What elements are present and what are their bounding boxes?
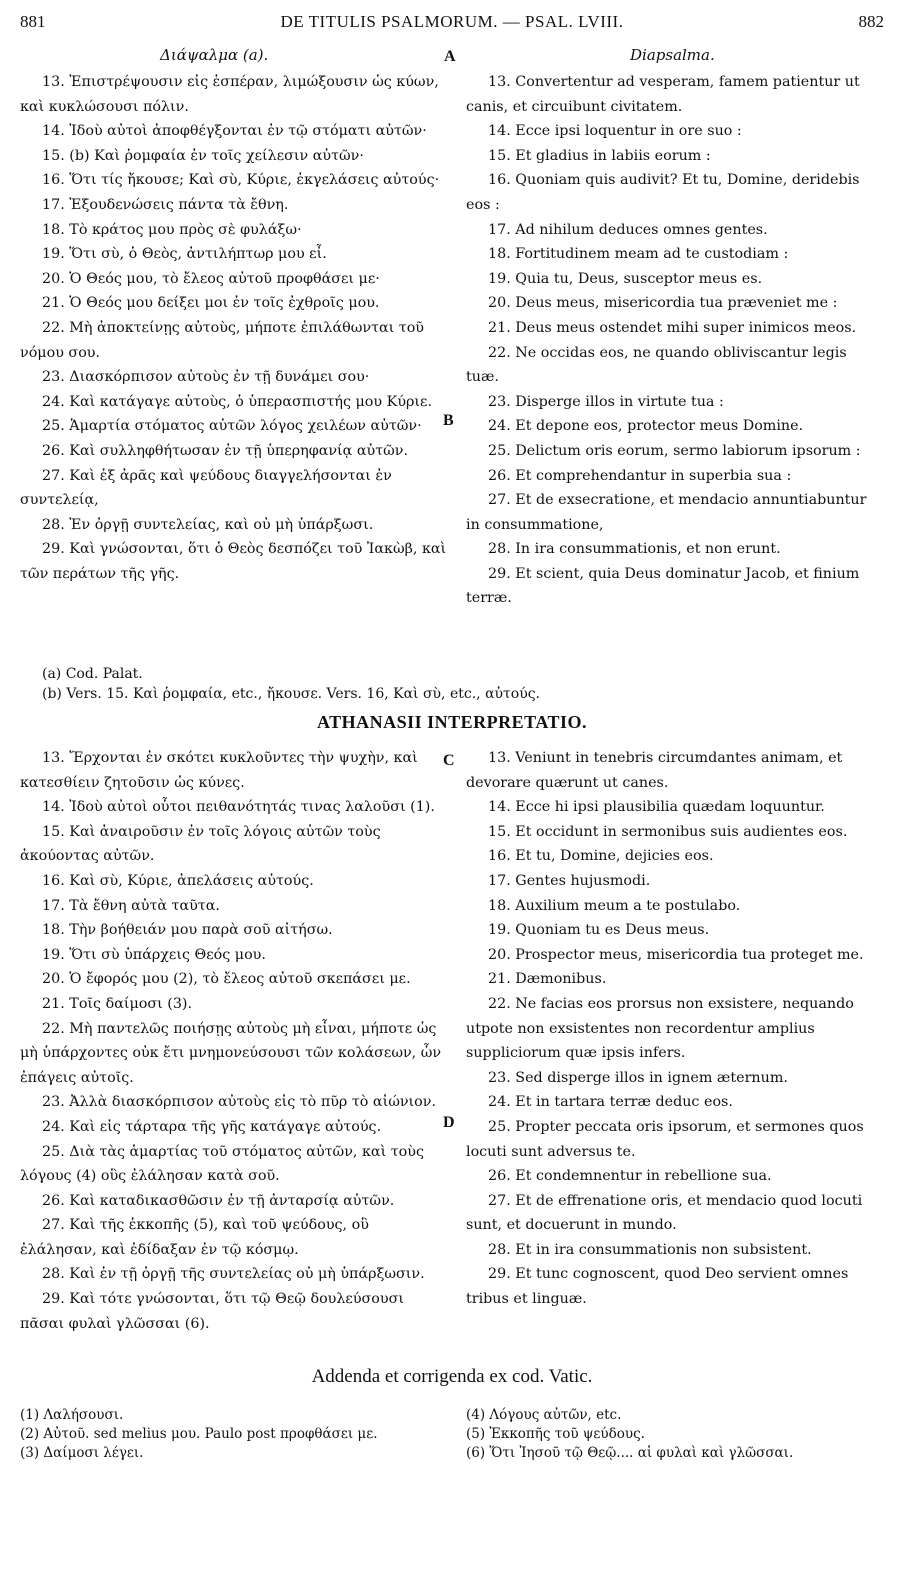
page-number-left: 881 bbox=[20, 12, 46, 31]
latin-verse-15: 15. Et gladius in labiis eorum : bbox=[488, 147, 711, 164]
latin-interp-19: 19. Quoniam tu es Deus meus. bbox=[488, 922, 710, 939]
greek-interp-16: 16. Καὶ σὺ, Κύριε, ἀπελάσεις αὐτούς. bbox=[42, 872, 314, 889]
latin-verse-13: 13. Convertentur ad vesperam, famem patientur ut canis, et circuibunt civitatem. bbox=[466, 74, 860, 115]
greek-interp-28: 28. Καὶ ἐν τῇ ὀργῇ τῆς συντελείας οὐ μὴ ὑπάρξωσιν. bbox=[42, 1266, 425, 1283]
greek-verse-16: 16. Ὅτι τίς ἤκουσε; Καὶ σὺ, Κύριε, ἐκγελάσεις αὐτούς· bbox=[42, 172, 440, 189]
greek-interp-19: 19. Ὅτι σὺ ὑπάρχεις Θεός μου. bbox=[42, 946, 266, 963]
footnote-b: (b) Vers. 15. Καὶ ῥομφαία, etc., ἤκουσε. Vers. 16, Καὶ σὺ, etc., αὐτούς. bbox=[42, 686, 541, 702]
greek-section-head: Διάψαλμα (a). bbox=[160, 46, 269, 64]
greek-verse-24: 24. Καὶ κατάγαγε αὐτοὺς, ὁ ὑπερασπιστής μου Κύριε. bbox=[42, 393, 432, 410]
addenda-left bbox=[20, 1406, 448, 1463]
latin-interp-27: 27. Et de effrenatione oris, et mendacio quod locuti sunt, et docuerunt in mundo. bbox=[466, 1192, 863, 1234]
greek-verse-28: 28. Ἐν ὀργῇ συντελείας, καὶ οὐ μὴ ὑπάρξωσι. bbox=[42, 516, 374, 533]
addenda-heading: Addenda et corrigenda ex cod. Vatic. bbox=[311, 1366, 593, 1387]
latin-interp-16: 16. Et tu, Domine, dejicies eos. bbox=[488, 848, 714, 865]
addenda-note-4: (4) Λόγους αὐτῶν, etc. bbox=[466, 1407, 622, 1423]
greek-interp-23: 23. Ἀλλὰ διασκόρπισον αὐτοὺς εἰς τὸ πῦρ τὸ αἰώνιον. bbox=[42, 1094, 436, 1111]
greek-interp-24: 24. Καὶ εἰς τάρταρα τῆς γῆς κατάγαγε αὐτούς. bbox=[42, 1118, 382, 1135]
latin-verse-27: 27. Et de exsecratione, et mendacio annuntiabuntur in consummatione, bbox=[466, 492, 867, 533]
latin-interp-25: 25. Propter peccata oris ipsorum, et sermones quos locuti sunt adversus te. bbox=[466, 1118, 864, 1160]
greek-verse-19: 19. Ὅτι σὺ, ὁ Θεὸς, ἀντιλήπτωρ μου εἶ. bbox=[42, 246, 327, 263]
latin-interp-29: 29. Et tunc cognoscent, quod Deo servient omnes tribus et linguæ. bbox=[466, 1266, 849, 1308]
greek-interp-21: 21. Τοῖς δαίμοσι (3). bbox=[42, 995, 193, 1012]
latin-verse-18: 18. Fortitudinem meam ad te custodiam : bbox=[488, 246, 789, 263]
latin-verse-24: 24. Et depone eos, protector meus Domine. bbox=[488, 418, 804, 435]
greek-verse-14: 14. Ἰδοὺ αὐτοὶ ἀποφθέγξονται ἐν τῷ στόματι αὐτῶν· bbox=[42, 123, 427, 140]
latin-verse-19: 19. Quia tu, Deus, susceptor meus es. bbox=[488, 270, 763, 287]
running-header bbox=[20, 12, 884, 38]
greek-interp-13: 13. Ἔρχονται ἐν σκότει κυκλοῦντες τὴν ψυχὴν, καὶ κατεσθίειν ζητοῦσιν ὡς κύνες. bbox=[20, 750, 418, 791]
latin-interp-21: 21. Dæmonibus. bbox=[488, 971, 607, 988]
running-title: DE TITULIS PSALMORUM. — PSAL. LVIII. bbox=[280, 12, 624, 31]
latin-interp-14: 14. Ecce hi ipsi plausibilia quædam loquuntur. bbox=[488, 799, 825, 816]
latin-interpretation-column bbox=[466, 746, 884, 1312]
greek-verse-26: 26. Καὶ συλληφθήτωσαν ἐν τῇ ὑπερηφανίᾳ αὐτῶν. bbox=[42, 442, 409, 459]
latin-verse-23: 23. Disperge illos in virtute tua : bbox=[488, 393, 724, 410]
latin-psalm-column bbox=[466, 70, 884, 611]
latin-verse-22: 22. Ne occidas eos, ne quando obliviscantur legis tuæ. bbox=[466, 344, 847, 386]
interpretation-heading: ATHANASII INTERPRETATIO. bbox=[316, 712, 588, 732]
greek-verse-27: 27. Καὶ ἐξ ἀρᾶς καὶ ψεύδους διαγγελήσονται ἐν συντελείᾳ, bbox=[20, 467, 392, 509]
greek-interp-15: 15. Καὶ ἀναιροῦσιν ἐν τοῖς λόγοις αὐτῶν τοὺς ἀκούοντας αὐτῶν. bbox=[20, 823, 381, 865]
latin-section-head: Diapsalma. bbox=[630, 46, 715, 64]
latin-interp-18: 18. Auxilium meum a te postulabo. bbox=[488, 897, 741, 914]
greek-verse-17: 17. Ἐξουδενώσεις πάντα τὰ ἔθνη. bbox=[42, 196, 289, 213]
latin-verse-26: 26. Et comprehendantur in superbia sua : bbox=[488, 467, 792, 484]
latin-interp-13: 13. Veniunt in tenebris circumdantes animam, et devorare quærunt ut canes. bbox=[466, 750, 843, 791]
greek-interp-14: 14. Ἰδοὺ αὐτοὶ οὗτοι πειθανότητάς τινας λαλοῦσι (1). bbox=[42, 799, 435, 816]
greek-verse-23: 23. Διασκόρπισον αὐτοὺς ἐν τῇ δυνάμει σου· bbox=[42, 369, 370, 386]
greek-interp-18: 18. Τὴν βοήθειάν μου παρὰ σοῦ αἰτήσω. bbox=[42, 922, 333, 939]
greek-interpretation-column bbox=[20, 746, 448, 1336]
greek-verse-25: 25. Ἁμαρτία στόματος αὐτῶν λόγος χειλέων αὐτῶν· bbox=[42, 418, 422, 435]
latin-interp-17: 17. Gentes hujusmodi. bbox=[488, 872, 651, 889]
addenda-note-2: (2) Αὐτοῦ. sed melius μου. Paulo post προφθάσει με. bbox=[20, 1426, 378, 1442]
footnotes bbox=[20, 664, 880, 704]
greek-verse-21: 21. Ὁ Θεός μου δείξει μοι ἐν τοῖς ἐχθροῖς μου. bbox=[42, 295, 380, 312]
greek-interp-27: 27. Καὶ τῆς ἐκκοπῆς (5), καὶ τοῦ ψεύδους, οὓ ἐλάλησαν, καὶ ἐδίδαξαν ἐν τῷ κόσμῳ. bbox=[20, 1217, 369, 1258]
addenda-note-5: (5) Ἐκκοπῆς τοῦ ψεύδους. bbox=[466, 1426, 645, 1442]
latin-verse-29: 29. Et scient, quia Deus dominatur Jacob, et finium terræ. bbox=[466, 565, 860, 607]
latin-verse-21: 21. Deus meus ostendet mihi super inimicos meos. bbox=[488, 319, 857, 336]
greek-verse-22: 22. Μὴ ἀποκτείνῃς αὐτοὺς, μήποτε ἐπιλάθωνται τοῦ νόμου σου. bbox=[20, 319, 424, 361]
latin-interp-22: 22. Ne facias eos prorsus non exsistere, nequando utpote non exsistentes non recordentur amplius suppliciorum quæ ipsis infers. bbox=[466, 995, 854, 1062]
footnote-a: (a) Cod. Palat. bbox=[42, 666, 143, 682]
greek-interp-26: 26. Καὶ καταδικασθῶσιν ἐν τῇ ἀνταρσίᾳ αὐτῶν. bbox=[42, 1192, 395, 1209]
latin-interp-15: 15. Et occidunt in sermonibus suis audientes eos. bbox=[488, 823, 848, 840]
greek-verse-13: 13. Ἐπιστρέψουσιν εἰς ἑσπέραν, λιμώξουσιν ὡς κύων, καὶ κυκλώσουσι πόλιν. bbox=[20, 74, 439, 115]
greek-interp-29: 29. Καὶ τότε γνώσονται, ὅτι τῷ Θεῷ δουλεύσουσι πᾶσαι φυλαὶ γλῶσσαι (6). bbox=[20, 1291, 404, 1332]
latin-verse-16: 16. Quoniam quis audivit? Et tu, Domine, deridebis eos : bbox=[466, 172, 860, 213]
greek-interp-17: 17. Τὰ ἔθνη αὐτὰ ταῦτα. bbox=[42, 897, 220, 914]
latin-verse-28: 28. In ira consummationis, et non erunt. bbox=[488, 541, 781, 558]
latin-interp-28: 28. Et in ira consummationis non subsistent. bbox=[488, 1241, 812, 1258]
margin-letter-c: C bbox=[443, 752, 455, 769]
latin-interp-26: 26. Et condemnentur in rebellione sua. bbox=[488, 1168, 772, 1185]
greek-interp-25: 25. Διὰ τὰς ἁμαρτίας τοῦ στόματος αὐτῶν, καὶ τοὺς λόγους (4) οὓς ἐλάλησαν κατὰ σοῦ. bbox=[20, 1143, 424, 1185]
latin-interp-20: 20. Prospector meus, misericordia tua proteget me. bbox=[488, 946, 864, 963]
greek-verse-18: 18. Τὸ κράτος μου πρὸς σὲ φυλάξω· bbox=[42, 221, 302, 238]
latin-verse-17: 17. Ad nihilum deduces omnes gentes. bbox=[488, 221, 768, 238]
latin-verse-25: 25. Delictum oris eorum, sermo labiorum ipsorum : bbox=[488, 442, 861, 459]
greek-interp-20: 20. Ὁ ἔφορός μου (2), τὸ ἔλεος αὐτοῦ σκεπάσει με. bbox=[42, 971, 411, 988]
margin-letter-b: B bbox=[443, 412, 454, 429]
latin-verse-20: 20. Deus meus, misericordia tua præveniet me : bbox=[488, 295, 838, 312]
latin-interp-23: 23. Sed disperge illos in ignem æternum. bbox=[488, 1069, 788, 1086]
greek-verse-29: 29. Καὶ γνώσονται, ὅτι ὁ Θεὸς δεσπόζει τοῦ Ἰακὼβ, καὶ τῶν περάτων τῆς γῆς. bbox=[20, 541, 447, 582]
margin-letter-d: D bbox=[443, 1114, 455, 1131]
latin-verse-14: 14. Ecce ipsi loquentur in ore suo : bbox=[488, 123, 742, 140]
greek-interp-22: 22. Μὴ παντελῶς ποιήσῃς αὐτοὺς μὴ εἶναι, μήποτε ὡς μὴ ὑπάρχοντες οὐκ ἔτι μνημονεύσουσι τῶν κολάσεων, ὧν ἐπάγεις αὐτοῖς. bbox=[20, 1020, 442, 1086]
greek-psalm-column bbox=[20, 70, 448, 586]
addenda-right bbox=[466, 1406, 884, 1463]
addenda-note-6: (6) Ὅτι Ἰησοῦ τῷ Θεῷ.... αἱ φυλαὶ καὶ γλῶσσαι. bbox=[466, 1445, 794, 1461]
margin-letter-a: A bbox=[444, 48, 456, 65]
latin-interp-24: 24. Et in tartara terræ deduc eos. bbox=[488, 1094, 733, 1111]
page-number-right: 882 bbox=[858, 12, 884, 31]
addenda-note-3: (3) Δαίμοσι λέγει. bbox=[20, 1445, 144, 1461]
greek-verse-15: 15. (b) Καὶ ῥομφαία ἐν τοῖς χείλεσιν αὐτῶν· bbox=[42, 147, 364, 164]
addenda-note-1: (1) Λαλήσουσι. bbox=[20, 1407, 124, 1423]
greek-verse-20: 20. Ὁ Θεός μου, τὸ ἔλεος αὐτοῦ προφθάσει με· bbox=[42, 270, 380, 287]
